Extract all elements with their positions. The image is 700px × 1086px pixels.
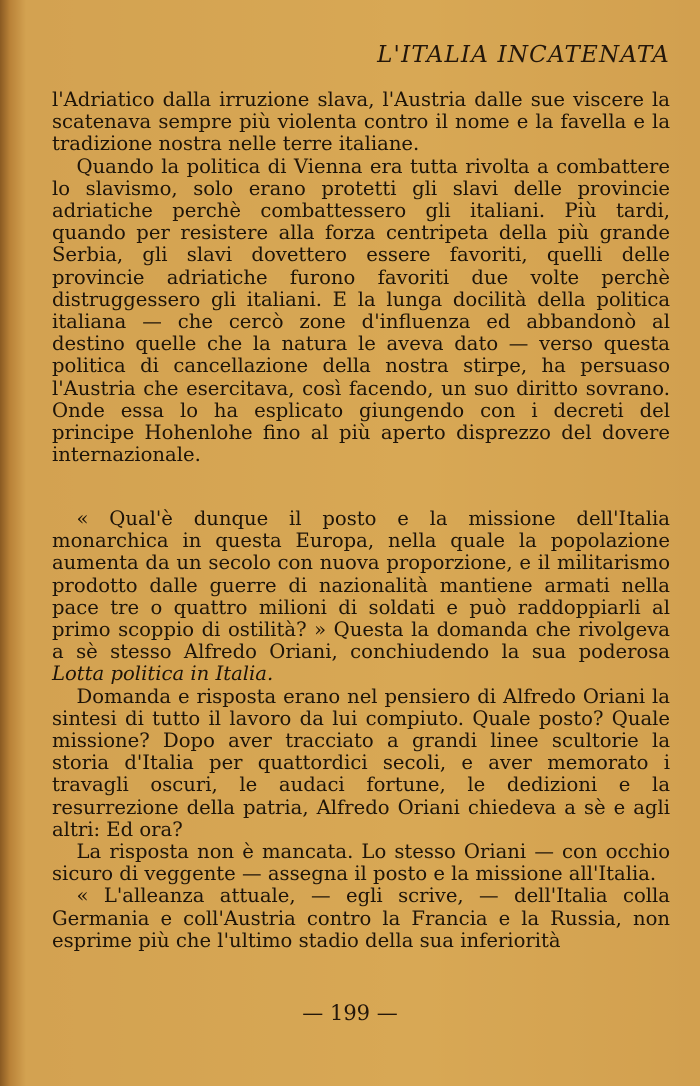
paragraph: Domanda e risposta erano nel pensiero di Alfredo Oriani la sintesi di tutto il lavoro da lui compiuto. Quale posto? Quale missione? Dopo aver tracciato a grandi linee scultorie la storia d'Italia per quattordici secoli, e aver memorato i travagli oscuri, le audaci fortune, le dedizioni e la resurrezione della patria, Alfredo Oriani chiedeva a sè e agli altri: Ed ora? [52,684,670,841]
running-header: L'ITALIA INCATENATA [377,42,670,68]
paragraph [52,508,670,686]
paragraph: Quando la politica di Vienna era tutta rivolta a combattere lo slavismo, solo erano protetti gli slavi delle provincie adriatiche perchè combattessero gli italiani. Più tardi, quando per resistere alla forza centripeta della più grande Serbia, gli slavi dovettero essere favoriti, quelli delle provincie adriatiche furono favoriti due volte perchè distruggessero gli italiani. E la lunga docilità della politica italiana — che cercò zone d'influenza ed abbandonò al destino quelle che la natura le aveva dato — verso questa politica di cancellazione della nostra stirpe, ha persuaso l'Austria che esercitava, così facendo, un suo diritto sovrano. Onde essa lo ha esplicato giungendo con i decreti del principe Hohenlohe fino al più aperto disprezzo del dovere internazionale. [52,154,670,467]
paragraph: l'Adriatico dalla irruzione slava, l'Austria dalle sue viscere la scatenava sempre più violenta contro il nome e la favella e la tradizione nostra nelle terre italiane. [52,88,670,156]
page-number: — 199 — [302,1001,398,1025]
book-title: Lotta politica in Italia. [52,662,274,686]
paragraph-text: « Qual'è dunque il posto e la missione dell'Italia monarchica in questa Europa, nella quale la popolazione aumenta da un secolo con nuova proporzione, e il militarismo prodotto dalle guerre di nazionalità mantiene armati nella pace tre o quattro milioni di soldati e può raddoppiarli al primo scoppio di ostilità? » Questa la domanda che rivolgeva a sè stesso Alfredo Oriani, conchiudendo la sua poderosa [52,507,670,664]
paragraph: « L'alleanza attuale, — egli scrive, — dell'Italia colla Germania e coll'Austria contro la Francia e la Russia, non esprime più che l'ultimo stadio della sua inferiorità [52,884,670,952]
paragraph: La risposta non è mancata. Lo stesso Oriani — con occhio sicuro di veggente — assegna il posto e la missione all'Italia. [52,840,670,886]
text-block-1 [52,89,670,466]
text-block-2 [52,508,670,952]
